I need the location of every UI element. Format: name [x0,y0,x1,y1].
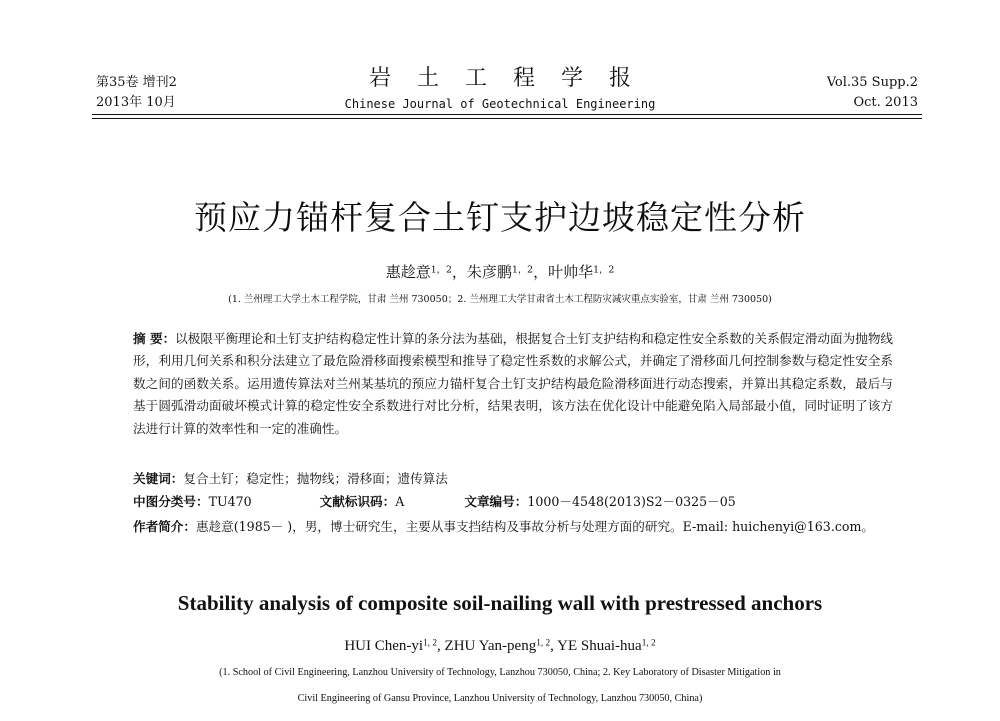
date-right: Oct. 2013 [853,95,918,110]
author-separator-en: , [437,638,445,654]
classification-line [133,493,893,511]
author-bio-text: 惠趁意(1985－ )，男，博士研究生，主要从事支挡结构及事故分析与处理方面的研究。E-mail: huichenyi@163.com。 [195,519,874,534]
author-cn-2: 朱彦鹏 [466,263,512,281]
author-cn-3-affil: 1，2 [593,264,615,276]
article-no-value: 1000－4548(2013)S2－0325－05 [527,494,736,509]
author-separator: ， [451,263,467,281]
doc-code-label: 文献标识码： [319,494,396,509]
header-rule-bottom [92,118,922,119]
date-left: 2013年 10月 [96,95,176,110]
clc-label: 中图分类号： [133,494,209,509]
paper-title-cn: 预应力锚杆复合土钉支护边坡稳定性分析 [194,198,806,237]
affiliation-cn: (1. 兰州理工大学土木工程学院，甘肃 兰州 730050；2. 兰州理工大学甘肃省土木工程防灾减灾重点实验室，甘肃 兰州 730050) [228,294,772,305]
author-cn-3: 叶帅华 [548,263,594,281]
author-en-2-affil: 1, 2 [536,638,551,649]
authors-en [0,636,1000,656]
volume-issue-left: 第35卷 增刊2 [96,75,177,90]
author-en-3-affil: 1, 2 [641,638,656,649]
abstract-cn [133,328,893,440]
doc-code-value: A [395,494,405,509]
author-separator: ， [533,263,549,281]
keywords-label: 关键词： [133,471,184,486]
author-en-3: YE Shuai-hua [557,638,642,654]
author-en-2: ZHU Yan-peng [444,638,537,654]
author-cn-2-affil: 1，2 [511,264,534,276]
abstract-text: 以极限平衡理论和土钉支护结构稳定性计算的条分法为基础，根据复合土钉支护结构和稳定性安全系数的关系假定滑动面为抛物线形，利用几何关系和积分法建立了最危险滑移面搜索模型和推导了稳定性系数的求解公式，并确定了滑移面几何控制参数与稳定性安全系数之间的函数关系。运用遗传算法对兰州某基坑的预应力锚杆复合土钉支护结构最危险滑移面进行动态搜索，并算出其稳定系数，最后与基于圆弧滑动面破坏模式计算的稳定性安全系数进行对比分析，结果表明，该方法在优化设计中能避免陷入局部最小值，同时证明了该方法进行计算的效率性和一定的准确性。 [133,331,894,436]
affiliation-en-line-1: (1. School of Civil Engineering, Lanzhou University of Technology, Lanzhou 730050, China; 2. Key Laboratory of Disaster Mitigation in [219,667,781,678]
author-bio-label: 作者简介： [133,519,196,534]
clc-value: TU470 [208,494,252,509]
journal-title-en: Chinese Journal of Geotechnical Engineering [344,97,656,111]
author-separator-en: , [550,638,558,654]
header-rule-top [92,114,922,115]
journal-title-cn: 岩土工程学报 [368,66,657,91]
keywords [133,470,448,488]
affiliation-en-line-2: Civil Engineering of Gansu Province, Lanzhou University of Technology, Lanzhou 730050, China) [297,693,703,704]
abstract-label: 摘 要： [133,331,176,346]
author-cn-1-affil: 1，2 [430,264,452,276]
volume-issue-right: Vol.35 Supp.2 [826,75,918,90]
author-cn-1: 惠趁意 [385,263,431,281]
paper-title-en: Stability analysis of composite soil-nailing wall with prestressed anchors [177,591,823,615]
author-en-1-affil: 1, 2 [423,638,438,649]
article-no-label: 文章编号： [464,494,528,509]
author-en-1: HUI Chen-yi [344,638,424,654]
keywords-text: 复合土钉；稳定性；抛物线；滑移面；遗传算法 [183,471,448,486]
authors-cn [0,262,1000,282]
author-bio [133,516,893,537]
